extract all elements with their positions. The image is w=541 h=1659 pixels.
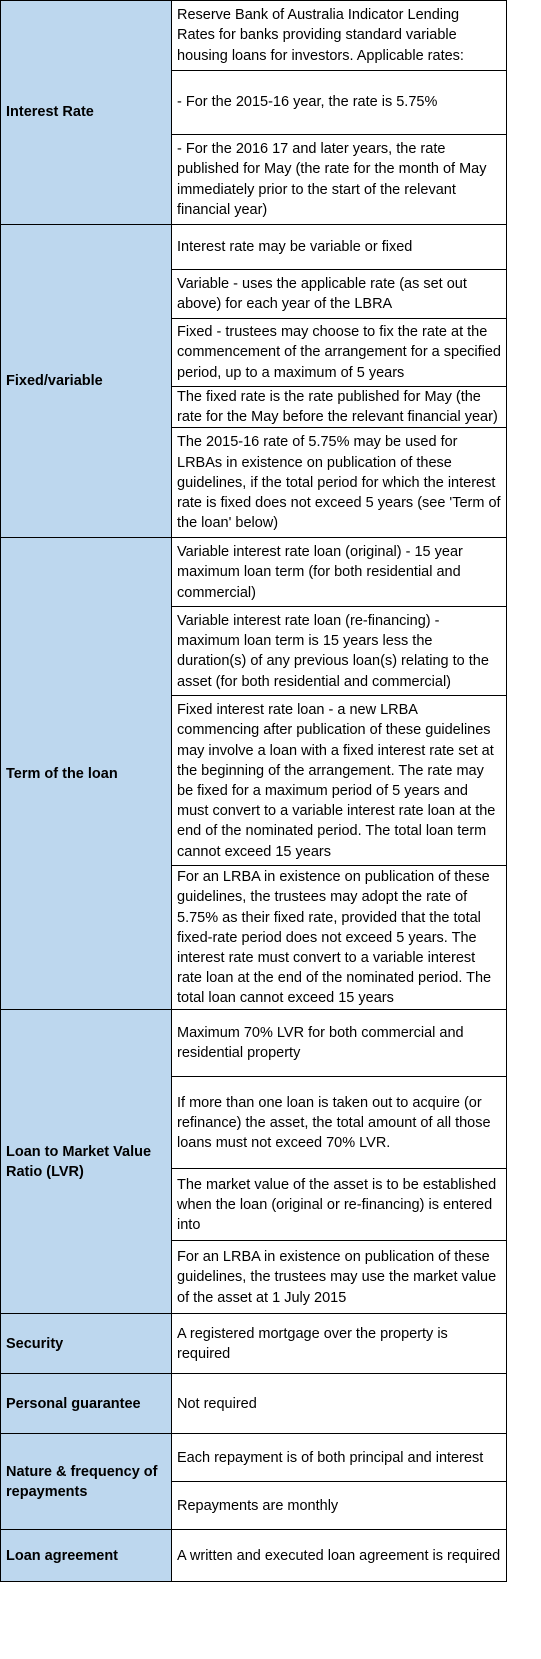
- term-cell: - For the 2016 17 and later years, the rate published for May (the rate for the month of May immediately prior to the start of the relevant financial year): [172, 135, 507, 225]
- term-cell: Maximum 70% LVR for both commercial and residential property: [172, 1010, 507, 1077]
- term-cell: Repayments are monthly: [172, 1482, 507, 1530]
- term-cell: For an LRBA in existence on publication of these guidelines, the trustees may adopt the rate of 5.75% as their fixed rate, provided that the total fixed-rate period does not exceed 5 years. The interest rate must convert to a variable interest rate loan at the end of the nominated period. The total loan cannot exceed 15 years: [172, 866, 507, 1010]
- term-cell: For an LRBA in existence on publication of these guidelines, the trustees may use the market value of the asset at 1 July 2015: [172, 1241, 507, 1314]
- term-cell: The fixed rate is the rate published for May (the rate for the May before the relevant financial year): [172, 387, 507, 428]
- term-cell: The market value of the asset is to be established when the loan (original or re-financing) is entered into: [172, 1169, 507, 1241]
- term-cell: Variable interest rate loan (original) - 15 year maximum loan term (for both residential and commercial): [172, 538, 507, 607]
- row-label-loan-agreement: Loan agreement: [1, 1530, 172, 1582]
- term-cell: - For the 2015-16 year, the rate is 5.75%: [172, 71, 507, 135]
- term-cell: A written and executed loan agreement is required: [172, 1530, 507, 1582]
- row-label-repayments: Nature & frequency of repayments: [1, 1434, 172, 1530]
- term-cell: Each repayment is of both principal and interest: [172, 1434, 507, 1482]
- term-cell: Fixed - trustees may choose to fix the rate at the commencement of the arrangement for a specified period, up to a maximum of 5 years: [172, 319, 507, 387]
- term-cell: Variable - uses the applicable rate (as set out above) for each year of the LBRA: [172, 270, 507, 319]
- term-cell: Reserve Bank of Australia Indicator Lending Rates for banks providing standard variable housing loans for investors. Applicable rates:: [172, 1, 507, 71]
- row-label-security: Security: [1, 1314, 172, 1374]
- term-cell: The 2015-16 rate of 5.75% may be used for LRBAs in existence on publication of these guidelines, if the total period for which the interest rate is fixed does not exceed 5 years (see 'Term of the loan' below): [172, 428, 507, 538]
- term-cell: Not required: [172, 1374, 507, 1434]
- term-cell: If more than one loan is taken out to acquire (or refinance) the asset, the total amount of all those loans must not exceed 70% LVR.: [172, 1077, 507, 1169]
- row-label-term-of-loan: Term of the loan: [1, 538, 172, 1010]
- row-label-lvr: Loan to Market Value Ratio (LVR): [1, 1010, 172, 1314]
- term-cell: Interest rate may be variable or fixed: [172, 225, 507, 270]
- term-cell: Variable interest rate loan (re-financing) - maximum loan term is 15 years less the duration(s) of any previous loan(s) relating to the asset (for both residential and commercial): [172, 607, 507, 696]
- row-label-interest-rate: Interest Rate: [1, 1, 172, 225]
- term-cell: Fixed interest rate loan - a new LRBA commencing after publication of these guidelines may involve a loan with a fixed interest rate set at the beginning of the arrangement. The rate may be fixed for a maximum period of 5 years and must convert to a variable interest rate loan at the end of the nominated period. The total loan term cannot exceed 15 years: [172, 696, 507, 866]
- row-label-fixed-variable: Fixed/variable: [1, 225, 172, 538]
- row-label-personal-guarantee: Personal guarantee: [1, 1374, 172, 1434]
- term-cell: A registered mortgage over the property is required: [172, 1314, 507, 1374]
